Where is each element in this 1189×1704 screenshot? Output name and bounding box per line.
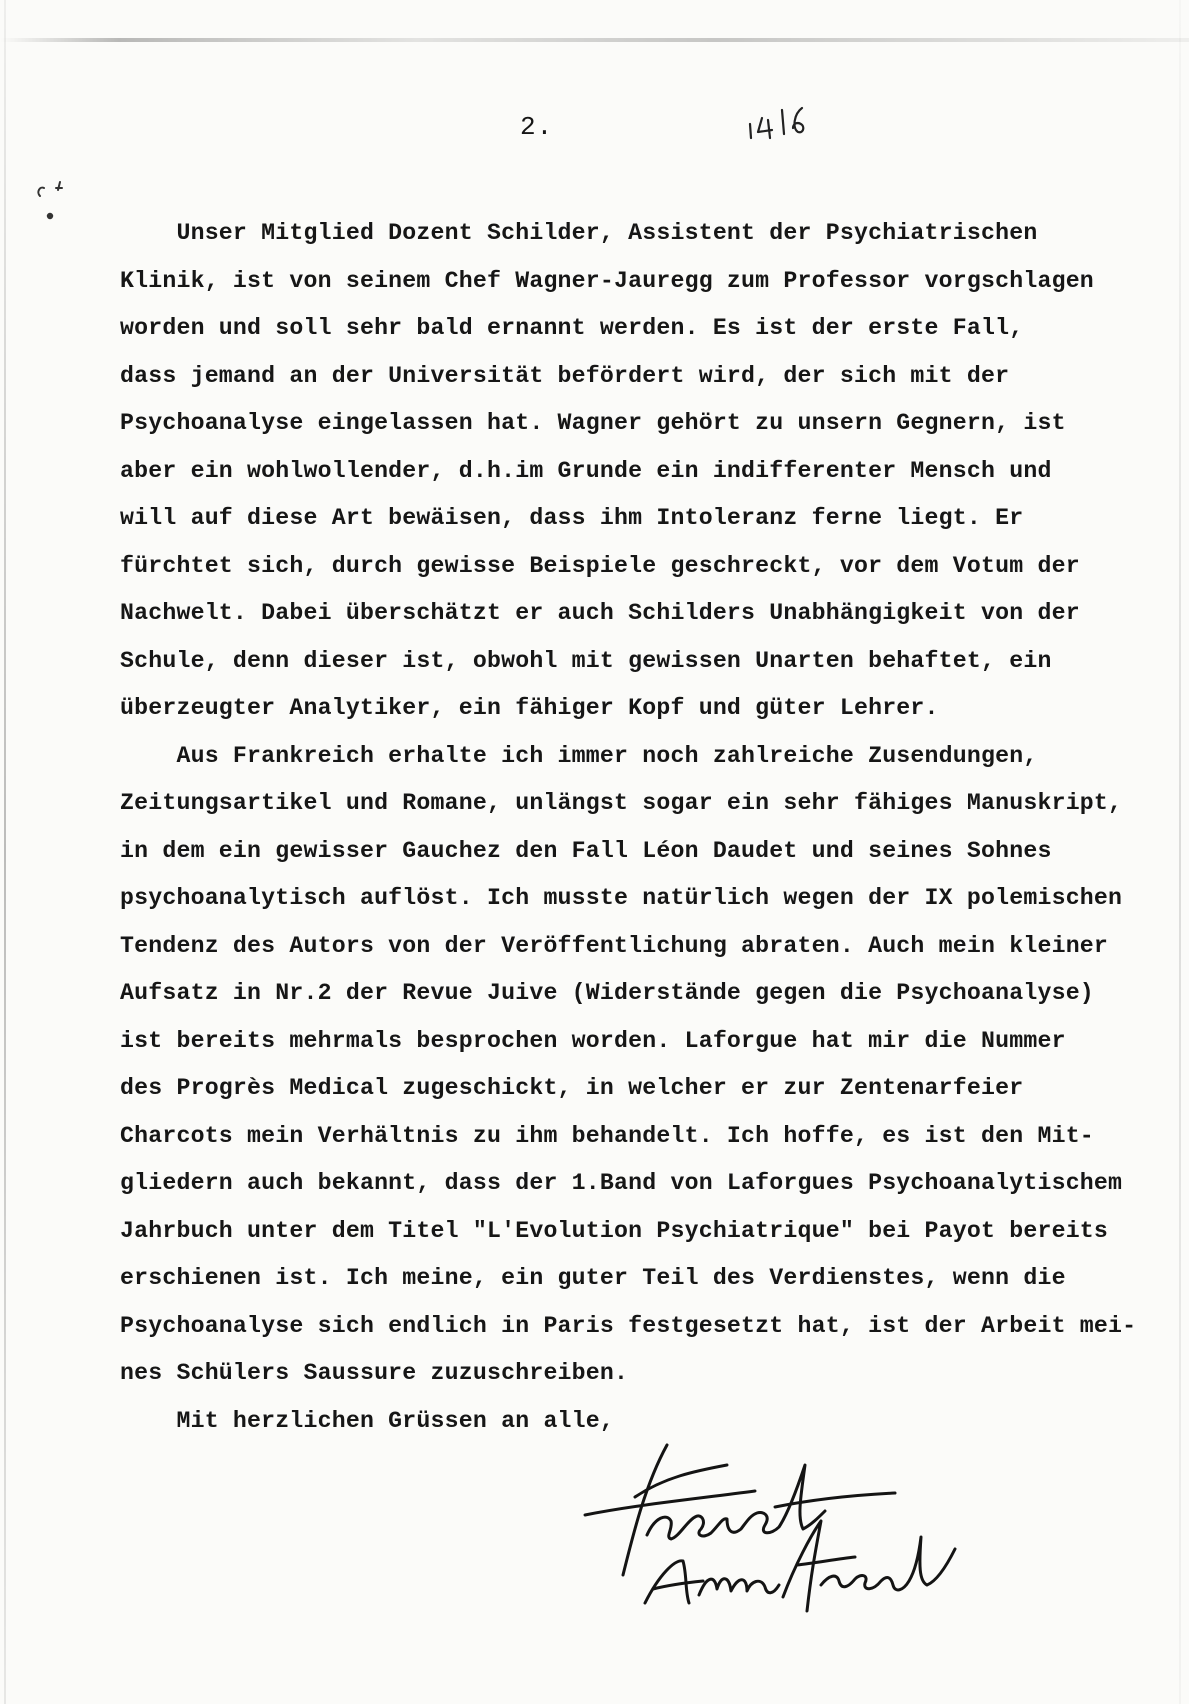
text-line: Psychoanalyse eingelassen hat. Wagner gehört zu unsern Gegnern, ist: [120, 410, 1066, 436]
page-number: 2.: [520, 112, 554, 142]
text-line: worden und soll sehr bald ernannt werden. Es ist der erste Fall,: [120, 315, 1024, 341]
text-line: in dem ein gewisser Gauchez den Fall Léon Daudet und seines Sohnes: [120, 837, 1052, 864]
scan-edge-right: [1179, 0, 1181, 1704]
text-line: Unser Mitglied Dozent Schilder, Assistent der Psychiatrischen: [120, 220, 1038, 246]
handwritten-signatures: [575, 1425, 1015, 1615]
text-line: Zeitungsartikel und Romane, unlängst sogar ein sehr fähiges Manuskript,: [120, 790, 1123, 816]
text-line: will auf diese Art bewäisen, dass ihm Intoleranz ferne liegt. Er: [120, 505, 1024, 531]
text-line: überzeugter Analytiker, ein fähiger Kopf und güter Lehrer.: [120, 695, 939, 721]
text-line: des Progrès Medical zugeschickt, in welcher er zur Zentenarfeier: [120, 1075, 1024, 1101]
handwritten-archive-number: [744, 104, 824, 144]
text-line: aber ein wohlwollender, d.h.im Grunde ein indifferenter Mensch und: [120, 457, 1052, 484]
margin-mark-icon: [34, 172, 74, 232]
text-line: psychoanalytisch auflöst. Ich musste natürlich wegen der IX polemischen: [120, 885, 1123, 911]
text-line: fürchtet sich, durch gewisse Beispiele geschreckt, vor dem Votum der: [120, 552, 1080, 579]
text-line: dass jemand an der Universität befördert wird, der sich mit der: [120, 362, 1010, 389]
text-line: Nachwelt. Dabei überschätzt er auch Schilders Unabhängigkeit von der: [120, 600, 1080, 626]
scan-edge-left: [4, 0, 6, 1704]
text-line: gliedern auch bekannt, dass der 1.Band von Laforgues Psychoanalytischem: [120, 1170, 1123, 1196]
text-line: nes Schülers Saussure zuzuschreiben.: [120, 1360, 629, 1386]
letter-body: [120, 210, 1137, 1445]
text-line: ist bereits mehrmals besprochen worden. Laforgue hat mir die Nummer: [120, 1027, 1066, 1054]
text-line: Aus Frankreich erhalte ich immer noch zahlreiche Zusendungen,: [120, 742, 1038, 769]
text-line: Klinik, ist von seinem Chef Wagner-Jauregg zum Professor vorgschlagen: [120, 267, 1094, 294]
text-line: Tendenz des Autors von der Veröffentlichung abraten. Auch mein kleiner: [120, 932, 1109, 959]
text-line: Mit herzlichen Grüssen an alle,: [120, 1407, 615, 1434]
text-line: Schule, denn dieser ist, obwohl mit gewissen Unarten behaftet, ein: [120, 647, 1052, 674]
text-line: Psychoanalyse sich endlich in Paris festgesetzt hat, ist der Arbeit mei-: [120, 1312, 1137, 1339]
text-line: Aufsatz in Nr.2 der Revue Juive (Widerstände gegen die Psychoanalyse): [120, 980, 1094, 1006]
text-line: Charcots mein Verhältnis zu ihm behandelt. Ich hoffe, es ist den Mit-: [120, 1122, 1094, 1149]
scan-edge-top: [0, 38, 1189, 42]
text-line: erschienen ist. Ich meine, ein guter Teil des Verdienstes, wenn die: [120, 1265, 1066, 1291]
text-line: Jahrbuch unter dem Titel "L'Evolution Psychiatrique" bei Payot bereits: [120, 1217, 1109, 1244]
